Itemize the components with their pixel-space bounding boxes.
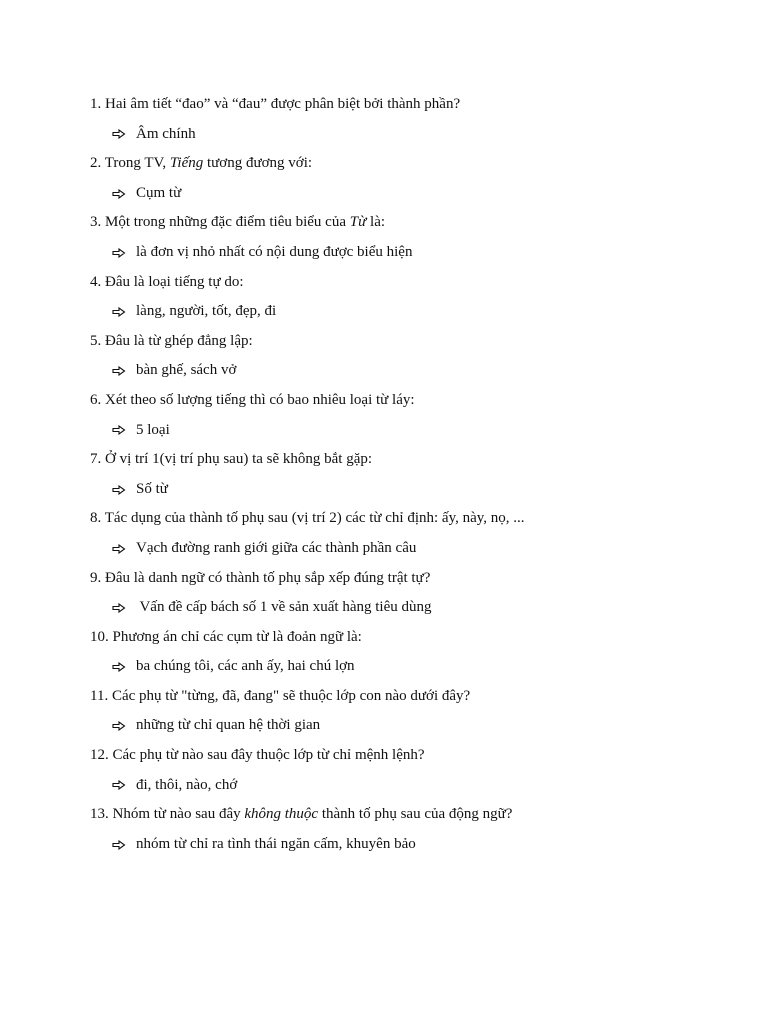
- answer-text: đi, thôi, nào, chớ: [136, 776, 238, 793]
- answer-row: [90, 830, 730, 860]
- question-text-part: thành tố phụ sau của động ngữ?: [318, 806, 513, 823]
- question-text: 7. Ở vị trí 1(vị trí phụ sau) ta sẽ không bắt gặp:: [90, 451, 373, 468]
- question-text: 1. Hai âm tiết “đao” và “đau” được phân biệt bởi thành phần?: [90, 96, 461, 112]
- answer-text: những từ chỉ quan hệ thời gian: [136, 717, 321, 734]
- question-text-part: 13. Nhóm từ nào sau đây: [90, 806, 245, 823]
- question-text: 12. Các phụ từ nào sau đây thuộc lớp từ chỉ mệnh lệnh?: [90, 747, 425, 764]
- question-item: [90, 149, 730, 208]
- right-arrow-icon: [112, 544, 126, 554]
- question-text-part: 2. Trong TV,: [90, 155, 170, 172]
- answer-row: [90, 356, 730, 386]
- right-arrow-icon: [112, 780, 126, 790]
- answer-text: nhóm từ chỉ ra tình thái ngăn cấm, khuyên bảo: [136, 835, 416, 852]
- question-item: [90, 208, 730, 267]
- right-arrow-icon: [112, 662, 126, 672]
- answer-row: [90, 534, 730, 564]
- answer-row: [90, 416, 730, 446]
- answer-row: [90, 771, 730, 801]
- answer-row: [90, 475, 730, 505]
- question-text: 10. Phương án chỉ các cụm từ là đoản ngữ là:: [90, 628, 362, 645]
- question-item: [90, 386, 730, 445]
- question-text: 9. Đâu là danh ngữ có thành tố phụ sắp xếp đúng trật tự?: [90, 569, 431, 586]
- question-text-part: 3. Một trong những đặc điểm tiêu biểu của: [90, 214, 350, 231]
- answer-row: [90, 120, 730, 150]
- question-emphasis: không thuộc: [244, 806, 319, 823]
- right-arrow-icon: [112, 189, 126, 199]
- question-item: [90, 504, 730, 563]
- question-text: 6. Xét theo số lượng tiếng thì có bao nhiêu loại từ láy:: [90, 391, 415, 408]
- question-emphasis: Từ: [349, 214, 367, 231]
- question-item: [90, 800, 730, 859]
- answer-row: [90, 711, 730, 741]
- right-arrow-icon: [112, 248, 126, 258]
- answer-row: [90, 297, 730, 327]
- right-arrow-icon: [112, 840, 126, 850]
- answer-row: [90, 179, 730, 209]
- answer-row: [90, 593, 730, 623]
- question-item: [90, 90, 730, 149]
- answer-text: Âm chính: [136, 125, 196, 142]
- right-arrow-icon: [112, 485, 126, 495]
- question-text: [90, 208, 730, 238]
- answer-text: làng, người, tốt, đẹp, đi: [136, 303, 277, 320]
- question-item: [90, 268, 730, 327]
- answer-text: 5 loại: [136, 421, 170, 438]
- question-item: [90, 564, 730, 623]
- question-text-part: tương đương với:: [203, 155, 313, 172]
- question-item: [90, 445, 730, 504]
- answer-row: [90, 652, 730, 682]
- question-text: [90, 800, 730, 830]
- question-item: [90, 682, 730, 741]
- answer-text: là đơn vị nhỏ nhất có nội dung được biểu hiện: [136, 243, 413, 260]
- right-arrow-icon: [112, 721, 126, 731]
- question-text-part: là:: [366, 214, 386, 231]
- right-arrow-icon: [112, 366, 126, 376]
- question-text: [90, 149, 730, 179]
- answer-text: ba chúng tôi, các anh ấy, hai chú lợn: [136, 658, 355, 675]
- answer-text: bàn ghế, sách vở: [136, 362, 237, 379]
- right-arrow-icon: [112, 603, 126, 613]
- question-text: 11. Các phụ từ "từng, đã, đang" sẽ thuộc lớp con nào dưới đây?: [90, 687, 471, 704]
- question-text: 8. Tác dụng của thành tố phụ sau (vị trí 2) các từ chỉ định: ấy, này, nọ, ...: [90, 510, 525, 527]
- answer-text: Vấn đề cấp bách số 1 về sản xuất hàng tiêu dùng: [136, 599, 432, 616]
- question-text: 5. Đâu là từ ghép đẳng lập:: [90, 332, 253, 349]
- answer-text: Vạch đường ranh giới giữa các thành phần câu: [136, 539, 417, 556]
- right-arrow-icon: [112, 307, 126, 317]
- question-item: [90, 741, 730, 800]
- answer-row: [90, 238, 730, 268]
- question-list: [90, 90, 730, 859]
- question-emphasis: Tiếng: [169, 155, 204, 172]
- question-item: [90, 327, 730, 386]
- answer-text: Cụm từ: [136, 184, 182, 201]
- question-text: 4. Đâu là loại tiếng tự do:: [90, 273, 244, 290]
- answer-text: Số từ: [136, 480, 168, 497]
- question-item: [90, 623, 730, 682]
- right-arrow-icon: [112, 425, 126, 435]
- right-arrow-icon: [112, 129, 126, 139]
